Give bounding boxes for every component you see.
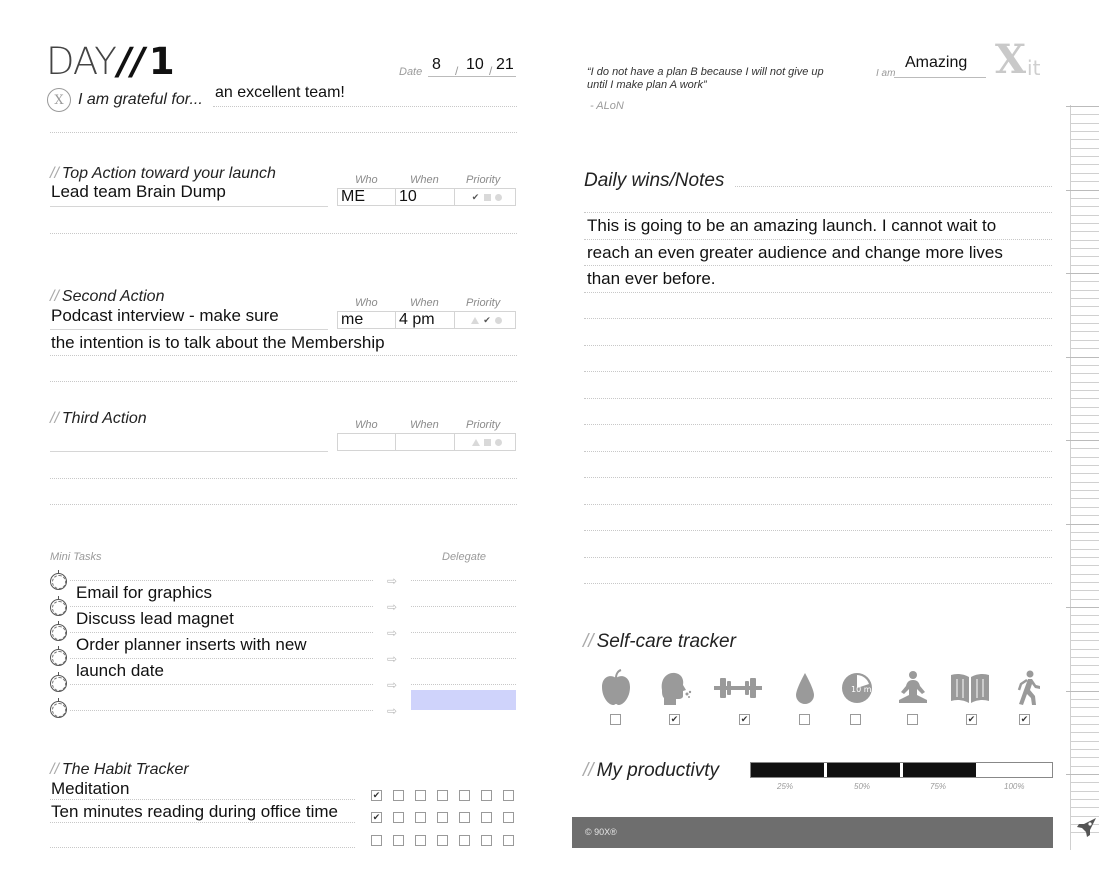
ruler-tick: [1070, 373, 1099, 374]
date-sep-1: /: [455, 64, 459, 78]
mini-task-line-4: [70, 658, 373, 659]
top-action-underline: [50, 206, 328, 207]
ruler-tick: [1070, 240, 1099, 241]
date-year[interactable]: 21: [496, 56, 514, 73]
productivity-title-text: My productivty: [596, 760, 720, 781]
priority-circle-icon[interactable]: [495, 439, 502, 446]
habit-checkbox[interactable]: [371, 835, 382, 846]
delegate-arrow-icon: ⇨: [387, 626, 398, 640]
delegate-line-3: [411, 632, 516, 633]
habit-checkbox[interactable]: [503, 835, 514, 846]
delegate-arrow-icon: ⇨: [387, 574, 398, 588]
meditation-icon: [895, 670, 931, 706]
second-action-title-text: Second Action: [61, 288, 165, 305]
ruler-tick: [1070, 432, 1099, 433]
habit-row-1-label[interactable]: Meditation: [51, 779, 130, 798]
mini-task-line-3: [70, 632, 373, 633]
notes-line: [584, 398, 1052, 399]
notes-line: [584, 212, 1052, 213]
ruler-tick: [1070, 807, 1099, 808]
ruler-tick: [1070, 331, 1099, 332]
delegate-arrow-icon: ⇨: [387, 704, 398, 718]
third-action-line-3: [50, 504, 517, 505]
self-care-checkbox[interactable]: ✔: [967, 714, 976, 724]
ruler-tick: [1066, 691, 1099, 692]
notes-line: [584, 451, 1052, 452]
grateful-input[interactable]: an excellent team!: [215, 84, 345, 101]
habit-checkbox[interactable]: [481, 835, 492, 846]
habit-checkbox[interactable]: [503, 790, 514, 801]
habit-checkbox[interactable]: [437, 835, 448, 846]
day-slashes: //: [117, 40, 145, 83]
ruler-tick: [1070, 482, 1099, 483]
dumbbell-icon: [720, 670, 756, 706]
second-priority-picker[interactable]: [455, 312, 515, 328]
logo-it-text: it: [1027, 56, 1041, 80]
date-sep-2: /: [489, 64, 493, 78]
productivity-title: // My productivty: [583, 760, 720, 781]
priority-triangle-icon[interactable]: [471, 317, 479, 324]
notes-line: [584, 318, 1052, 319]
delegate-line-5: [411, 684, 516, 685]
notes-line: [584, 239, 1052, 240]
ruler-tick: [1070, 323, 1099, 324]
ruler-tick: [1070, 549, 1099, 550]
third-when-field[interactable]: [396, 434, 455, 450]
ruler-tick: [1070, 156, 1099, 157]
habit-line-1: [50, 799, 355, 800]
ruler-tick: [1066, 106, 1099, 107]
ruler-tick: [1070, 215, 1099, 216]
second-action-input-2[interactable]: the intention is to talk about the Membership: [51, 333, 385, 352]
notes-line: [584, 424, 1052, 425]
third-action-line-2: [50, 478, 517, 479]
self-care-checkbox[interactable]: ✔: [1020, 714, 1029, 724]
ruler-tick: [1070, 457, 1099, 458]
productivity-segment[interactable]: [827, 763, 903, 777]
grateful-line-2: [50, 132, 517, 133]
ruler-tick: [1066, 524, 1099, 525]
ruler-tick: [1066, 774, 1099, 775]
productivity-segment[interactable]: [903, 763, 979, 777]
third-action-title: // Third Action: [50, 410, 147, 427]
ruler-tick: [1070, 131, 1099, 132]
habit-tracker-title: // The Habit Tracker: [50, 761, 189, 778]
mini-task-line-6: [70, 710, 373, 711]
top-action-input[interactable]: Lead team Brain Dump: [51, 182, 226, 201]
ruler-tick: [1070, 398, 1099, 399]
ruler-tick: [1070, 198, 1099, 199]
second-when-field[interactable]: 4 pm: [396, 312, 455, 328]
habit-checkbox[interactable]: [393, 790, 404, 801]
habit-checkbox[interactable]: [459, 790, 470, 801]
habit-checkbox[interactable]: [437, 790, 448, 801]
ruler-tick: [1070, 799, 1099, 800]
task-clock-icon[interactable]: [50, 701, 67, 718]
rocket-icon[interactable]: [1076, 816, 1098, 838]
second-priority-header: Priority: [466, 297, 501, 309]
ruler-tick: [1070, 599, 1099, 600]
ruler-tick: [1070, 749, 1099, 750]
notes-line: [584, 583, 1052, 584]
delegate-line-2: [411, 606, 516, 607]
habit-checkbox[interactable]: [437, 812, 448, 823]
top-who-field[interactable]: ME: [338, 189, 396, 205]
ruler-tick: [1070, 640, 1099, 641]
mini-task-4[interactable]: launch date: [76, 661, 164, 680]
ruler-tick: [1070, 791, 1099, 792]
task-clock-icon[interactable]: [50, 624, 67, 641]
ruler-tick: [1070, 632, 1099, 633]
ruler-tick: [1070, 557, 1099, 558]
ruler-tick: [1070, 582, 1099, 583]
third-who-header: Who: [355, 419, 378, 431]
walk-icon: [1010, 670, 1046, 706]
delegate-label: Delegate: [442, 551, 487, 563]
productivity-tick-50: 50%: [854, 782, 871, 791]
ruler-tick: [1070, 732, 1099, 733]
ruler-tick: [1070, 665, 1099, 666]
second-action-line-2: [50, 355, 517, 356]
third-action-fields: [337, 433, 516, 451]
second-when-header: When: [410, 297, 439, 309]
habit-checkbox[interactable]: ✔: [372, 812, 381, 822]
ruler-tick: [1070, 290, 1099, 291]
daily-wins-line-3[interactable]: than ever before.: [587, 269, 716, 288]
ruler-tick: [1070, 757, 1099, 758]
mini-task-3[interactable]: Order planner inserts with new: [76, 635, 307, 654]
top-action-title: // Top Action toward your launch: [50, 165, 276, 182]
ruler-tick: [1066, 357, 1099, 358]
ruler-tick: [1070, 298, 1099, 299]
ruler-tick: [1070, 390, 1099, 391]
priority-square-icon[interactable]: [484, 194, 491, 201]
ruler-tick: [1070, 498, 1099, 499]
date-month[interactable]: 8: [432, 56, 441, 73]
productivity-tick-100: 100%: [1004, 782, 1025, 791]
xit-logo: [995, 36, 1041, 83]
habit-line-3: [50, 847, 355, 848]
ruler-tick: [1070, 766, 1099, 767]
productivity-bar[interactable]: [750, 762, 1053, 778]
top-who-header: Who: [355, 174, 378, 186]
habit-checkbox[interactable]: [459, 812, 470, 823]
ruler-tick: [1070, 365, 1099, 366]
notes-line: [584, 345, 1052, 346]
habit-checkbox[interactable]: [481, 812, 492, 823]
ruler-tick: [1070, 407, 1099, 408]
mini-task-line-1: [70, 580, 373, 581]
habit-checkbox[interactable]: [481, 790, 492, 801]
productivity-segment[interactable]: [979, 763, 1052, 777]
day-word: DAY: [46, 40, 116, 83]
second-action-fields: [337, 311, 516, 329]
second-action-line-3: [50, 381, 517, 382]
side-ruler: [1070, 105, 1099, 850]
self-care-checkbox[interactable]: [907, 714, 918, 725]
second-who-field[interactable]: me: [338, 312, 396, 328]
mini-task-1[interactable]: Email for graphics: [76, 583, 213, 602]
habit-checkbox[interactable]: [415, 812, 426, 823]
self-care-checkbox[interactable]: ✔: [670, 714, 679, 724]
productivity-tick-25: 25%: [777, 782, 794, 791]
self-care-checkbox[interactable]: [799, 714, 810, 725]
priority-circle-icon[interactable]: [495, 194, 502, 201]
task-clock-icon[interactable]: [50, 599, 67, 616]
book-icon: [952, 670, 988, 706]
ruler-tick: [1070, 782, 1099, 783]
date-label: Date: [399, 66, 423, 78]
iam-label: I am: [876, 68, 896, 79]
ruler-tick: [1070, 248, 1099, 249]
ruler-tick: [1070, 590, 1099, 591]
ruler-tick: [1070, 306, 1099, 307]
breathe-icon: [656, 670, 692, 706]
iam-underline: [894, 77, 986, 78]
ruler-tick: [1070, 382, 1099, 383]
ruler-tick: [1070, 148, 1099, 149]
ruler-tick: [1070, 657, 1099, 658]
ruler-tick: [1070, 164, 1099, 165]
habit-checkbox[interactable]: [415, 790, 426, 801]
top-priority-picker[interactable]: [455, 189, 515, 205]
priority-check-icon[interactable]: ✔: [483, 315, 491, 325]
ruler-tick: [1070, 624, 1099, 625]
ruler-tick: [1070, 340, 1099, 341]
day-number: 1: [148, 40, 175, 83]
notes-line: [584, 477, 1052, 478]
task-clock-icon[interactable]: [50, 573, 67, 590]
self-care-checkbox[interactable]: [850, 714, 861, 725]
ruler-tick: [1070, 716, 1099, 717]
ruler-tick: [1070, 565, 1099, 566]
notes-line: [584, 292, 1052, 293]
top-action-fields: [337, 188, 516, 206]
notes-line: [584, 557, 1052, 558]
ruler-tick: [1070, 615, 1099, 616]
x-circle-icon: X: [47, 88, 71, 112]
self-care-checkbox[interactable]: ✔: [740, 714, 749, 724]
ruler-tick: [1070, 741, 1099, 742]
logo-x-mark: X: [995, 36, 1027, 83]
priority-square-icon[interactable]: [484, 439, 491, 446]
ruler-tick: [1070, 114, 1099, 115]
ruler-tick: [1070, 682, 1099, 683]
habit-checkbox[interactable]: ✔: [372, 790, 381, 800]
ruler-tick: [1070, 699, 1099, 700]
habit-checkbox[interactable]: [393, 812, 404, 823]
productivity-tick-75: 75%: [930, 782, 947, 791]
top-action-title-text: Top Action toward your launch: [61, 165, 276, 182]
ruler-tick: [1070, 415, 1099, 416]
delegate-line-4: [411, 658, 516, 659]
task-clock-icon[interactable]: [50, 675, 67, 692]
ruler-tick: [1066, 190, 1099, 191]
ruler-tick: [1070, 281, 1099, 282]
ruler-tick: [1070, 123, 1099, 124]
habit-row-2-label[interactable]: Ten minutes reading during office time: [51, 802, 338, 821]
third-action-title-text: Third Action: [61, 410, 147, 427]
ruler-tick: [1070, 532, 1099, 533]
second-action-underline: [50, 329, 328, 330]
delegate-arrow-icon: ⇨: [387, 652, 398, 666]
habit-checkbox[interactable]: [393, 835, 404, 846]
ruler-tick: [1070, 515, 1099, 516]
ruler-tick: [1070, 674, 1099, 675]
quote-author: - ALoN: [590, 100, 624, 112]
ten-min-badge-text: 10 min: [851, 685, 879, 694]
priority-check-icon[interactable]: ✔: [471, 192, 480, 202]
ruler-tick: [1070, 540, 1099, 541]
ruler-tick: [1070, 173, 1099, 174]
third-priority-picker[interactable]: [455, 434, 515, 450]
ruler-tick: [1070, 223, 1099, 224]
habit-checkbox[interactable]: [415, 835, 426, 846]
mini-task-2[interactable]: Discuss lead magnet: [76, 609, 234, 628]
date-day[interactable]: 10: [466, 56, 484, 73]
ruler-tick: [1066, 440, 1099, 441]
self-care-title-text: Self-care tracker: [596, 631, 736, 652]
apple-icon: [598, 670, 634, 706]
ruler-tick: [1070, 139, 1099, 140]
notes-line: [584, 371, 1052, 372]
mini-tasks-label: Mini Tasks: [50, 551, 102, 563]
delegate-arrow-icon: ⇨: [387, 678, 398, 692]
self-care-title: // Self-care tracker: [583, 631, 736, 652]
ruler-tick: [1070, 265, 1099, 266]
ruler-tick: [1066, 607, 1099, 608]
iam-input[interactable]: Amazing: [905, 54, 968, 71]
notes-line: [584, 265, 1052, 266]
water-drop-icon: [787, 670, 823, 706]
grateful-label: I am grateful for...: [78, 91, 203, 108]
third-who-field[interactable]: [338, 434, 396, 450]
ruler-tick: [1070, 315, 1099, 316]
ruler-tick: [1070, 507, 1099, 508]
top-priority-header: Priority: [466, 174, 501, 186]
notes-line: [584, 504, 1052, 505]
ruler-tick: [1070, 707, 1099, 708]
second-action-title: // Second Action: [50, 288, 165, 305]
footer-bar: [572, 817, 1053, 848]
ruler-tick: [1070, 574, 1099, 575]
self-care-checkbox[interactable]: [610, 714, 621, 725]
second-action-input-1[interactable]: Podcast interview - make sure: [51, 306, 279, 325]
third-priority-header: Priority: [466, 419, 501, 431]
ten-min-icon: [839, 670, 879, 706]
habit-checkbox[interactable]: [459, 835, 470, 846]
mini-task-line-2: [70, 606, 373, 607]
third-action-underline: [50, 451, 328, 452]
habit-checkbox[interactable]: [503, 812, 514, 823]
daily-wins-title-line: [735, 186, 1052, 187]
ruler-tick: [1070, 348, 1099, 349]
priority-triangle-icon[interactable]: [472, 439, 480, 446]
ruler-tick: [1070, 490, 1099, 491]
ruler-tick: [1066, 273, 1099, 274]
ruler-tick: [1070, 206, 1099, 207]
top-action-line-2: [50, 233, 517, 234]
top-when-field[interactable]: 10: [396, 189, 455, 205]
priority-circle-icon[interactable]: [495, 317, 502, 324]
grateful-line-1: [213, 106, 517, 107]
date-underline: [428, 76, 516, 77]
habit-line-2: [50, 822, 355, 823]
ruler-tick: [1070, 231, 1099, 232]
ruler-tick: [1070, 724, 1099, 725]
daily-wins-line-2[interactable]: reach an even greater audience and change more lives: [587, 243, 1003, 262]
second-who-header: Who: [355, 297, 378, 309]
ruler-tick: [1070, 181, 1099, 182]
third-when-header: When: [410, 419, 439, 431]
notes-line: [584, 530, 1052, 531]
ruler-tick: [1070, 465, 1099, 466]
copyright-text: © 90X®: [585, 827, 617, 837]
daily-wins-title: Daily wins/Notes: [584, 170, 725, 191]
habit-tracker-title-text: The Habit Tracker: [61, 761, 189, 778]
ruler-tick: [1070, 423, 1099, 424]
top-when-header: When: [410, 174, 439, 186]
quote-text: “I do not have a plan B because I will not give up until I make plan A work”: [587, 66, 824, 91]
delegate-highlight[interactable]: [411, 690, 516, 710]
task-clock-icon[interactable]: [50, 649, 67, 666]
ruler-tick: [1070, 448, 1099, 449]
delegate-arrow-icon: ⇨: [387, 600, 398, 614]
delegate-line-1: [411, 580, 516, 581]
productivity-segment[interactable]: [751, 763, 827, 777]
ruler-tick: [1070, 256, 1099, 257]
daily-wins-line-1[interactable]: This is going to be an amazing launch. I cannot wait to: [587, 216, 997, 235]
mini-task-line-5: [70, 684, 373, 685]
ruler-tick: [1070, 473, 1099, 474]
day-heading: [46, 40, 175, 82]
ruler-tick: [1070, 649, 1099, 650]
